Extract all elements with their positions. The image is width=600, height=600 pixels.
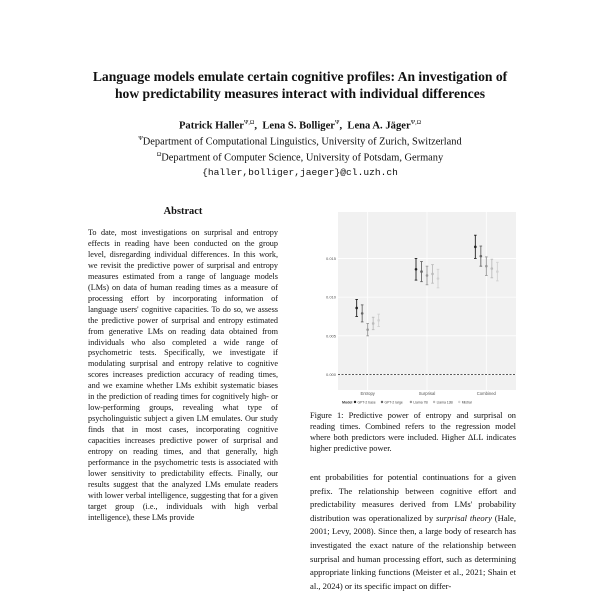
data-point bbox=[372, 322, 375, 325]
legend-label: Llama 13B bbox=[436, 400, 453, 405]
y-tick-label: 0.005 bbox=[325, 333, 336, 339]
legend-label: Mistral bbox=[461, 400, 472, 405]
legend-label: GPT-2 large bbox=[384, 400, 403, 405]
legend-swatch bbox=[381, 401, 383, 403]
author-haller: Patrick Haller bbox=[178, 120, 244, 132]
abstract-heading: Abstract bbox=[163, 206, 203, 217]
legend-label: GPT-2 base bbox=[357, 400, 376, 405]
y-tick-label: 0.015 bbox=[325, 255, 336, 261]
data-point bbox=[474, 246, 477, 249]
data-point bbox=[431, 273, 434, 276]
data-point bbox=[361, 312, 364, 315]
author-jaeger: Lena A. Jäger bbox=[347, 120, 411, 132]
data-point bbox=[415, 268, 418, 271]
body-text-part-1: ent probabilities for potential continuations for a given prefix. The relationship between cognitive effort and predictability measures derived from LMs' probability distribution was operationalized by bbox=[310, 472, 516, 523]
paper-title bbox=[40, 68, 560, 102]
legend-swatch bbox=[354, 401, 356, 403]
legend-swatch bbox=[458, 401, 460, 403]
legend-title: Model bbox=[342, 400, 353, 405]
data-point bbox=[366, 328, 369, 331]
affiliation-potsdam-mark: Ω bbox=[156, 152, 162, 158]
x-tick-label: Combined bbox=[476, 391, 496, 396]
body-text-part-2: (Hale, 2001; Levy, 2008). Since then, a large body of research has investigated the exact nature of the relationship between surprisal and human processing effort, such as determining appropriate linking functions (Meister et al., 2021; Shain et al., 2024) or its specific impact on differ- bbox=[310, 512, 516, 591]
data-point bbox=[480, 255, 483, 258]
data-point bbox=[426, 274, 429, 277]
x-tick-label: Entropy bbox=[360, 391, 375, 396]
abstract-text: To date, most investigations on surprisal and entropy effects in reading have been conducted on the group level, disregarding individual differences. In this work, we revisit the predictive power of surprisal and entropy measures estimated from a range of language models (LMs) on data of human reading times as a measure of processing effort by incorporating information of language users' cognitive capacities. To do so, we assess the predictive power of surprisal and entropy estimated from generative LMs on reading data obtained from individuals who also completed a wide range of psychometric tests. Specifically, we investigate if modulating surprisal and entropy relative to cognitive scores increases prediction accuracy of reading times, and we examine whether LMs exhibit systematic biases in the prediction of reading times for cognitively high- or low-performing groups, revealing what type of psycholinguistic subject a given LM emulates. Our study finds that in most cases, incorporating cognitive capacities increases predictive power of surprisal and entropy on reading times, and that generally, high performance in the psychometric tests is associated with lower sensitivity to predictability effects. Finally, our results suggest that the analyzed LMs emulate readers with lower verbal intelligence, suggesting that for a given target group (i.e., individuals with high verbal intelligence), these LMs provide bbox=[88, 228, 278, 522]
body-term-surprisal-theory: surprisal theory bbox=[436, 512, 492, 523]
figure-caption: Figure 1: Predictive power of entropy and surprisal on reading times. Combined refers to the regression model where both predictors were included. Higher ΔLL indicates higher predictive power. bbox=[310, 411, 516, 453]
legend-swatch bbox=[433, 401, 435, 403]
data-point bbox=[377, 319, 380, 322]
predictive-power-chart bbox=[310, 210, 520, 406]
data-point bbox=[420, 270, 423, 273]
x-tick-label: Surprisal bbox=[418, 391, 436, 396]
affiliation-potsdam-text: Department of Computer Science, University of Potsdam, Germany bbox=[161, 152, 444, 164]
affiliation-zurich-mark: Ψ bbox=[138, 136, 143, 142]
affiliation-zurich bbox=[40, 136, 560, 147]
data-point bbox=[485, 265, 488, 268]
author-haller-marks: Ψ,Ω bbox=[243, 120, 255, 126]
data-point bbox=[437, 277, 440, 280]
affiliation-potsdam bbox=[40, 152, 560, 163]
author-list: Patrick Haller$^{\Psi,\Omega}$, Lena S. Bolliger$^\Psi$, Lena A. Jäger$^{\Psi,\Omega}$ bbox=[178, 120, 422, 132]
author-jaeger-marks: Ψ,Ω bbox=[410, 120, 422, 126]
author-bolliger-marks: Ψ bbox=[335, 120, 340, 126]
legend-label: Llama 7B bbox=[413, 400, 428, 405]
y-tick-label: 0.010 bbox=[325, 294, 336, 300]
title-line-1: Language models emulate certain cognitive profiles: An investigation of bbox=[92, 69, 508, 84]
affiliation-zurich-text: Department of Computational Linguistics, University of Zurich, Switzerland bbox=[142, 136, 462, 148]
data-point bbox=[496, 270, 499, 273]
body-paragraph bbox=[310, 471, 516, 593]
author-bolliger: Lena S. Bolliger bbox=[262, 120, 335, 132]
data-point bbox=[491, 267, 494, 270]
y-tick-label: 0.000 bbox=[325, 372, 336, 378]
data-point bbox=[355, 307, 358, 310]
figure-1 bbox=[310, 210, 520, 406]
author-email: {haller,bolliger,jaeger}@cl.uzh.ch bbox=[202, 167, 398, 178]
title-line-2: how predictability measures interact with individual differences bbox=[114, 86, 486, 101]
legend-swatch bbox=[410, 401, 412, 403]
